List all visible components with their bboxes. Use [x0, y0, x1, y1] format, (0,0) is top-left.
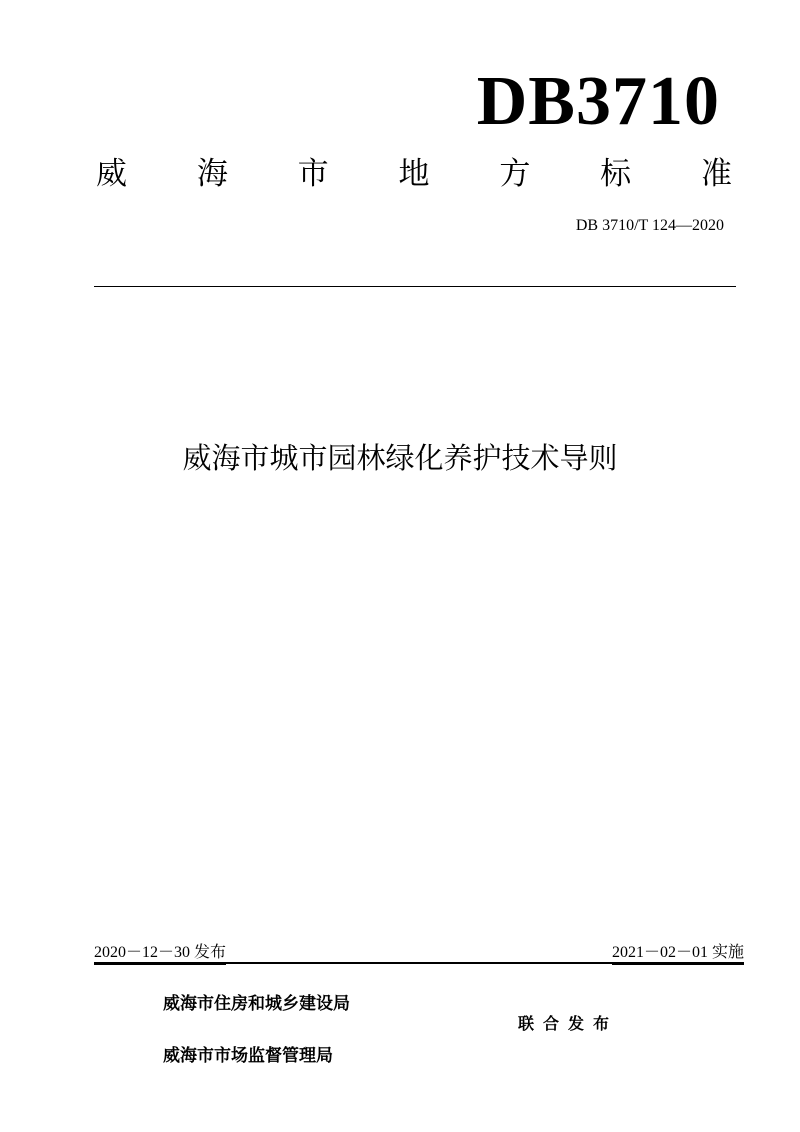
standard-type-char: 威 [96, 156, 127, 192]
standard-type-char: 地 [398, 156, 430, 192]
standard-type-char: 方 [499, 156, 531, 192]
joint-issue-label: 联合发布 [518, 1014, 619, 1033]
standard-type-char: 市 [297, 156, 329, 192]
header-divider [94, 286, 736, 287]
standard-type-char: 准 [700, 156, 732, 192]
issue-label: 发布 [194, 942, 227, 961]
issuer-market-bureau: 威海市市场监督管理局 [163, 1046, 333, 1066]
issue-date: 2020－12－30 [94, 944, 191, 961]
standard-type-char: 海 [196, 156, 228, 192]
effective-date: 2021－02－01 [611, 944, 708, 961]
effective-label: 实施 [711, 942, 744, 961]
standard-number: DB 3710/T 124—2020 [575, 217, 724, 234]
standard-type-char: 标 [600, 156, 632, 192]
issuer-housing-bureau: 威海市住房和城乡建设局 [163, 994, 350, 1014]
document-title: 威海市城市园林绿化养护技术导则 [182, 441, 618, 475]
date-divider [94, 962, 744, 964]
date-row [94, 941, 744, 963]
standard-type [96, 152, 732, 196]
standard-code: DB3710 [476, 63, 720, 140]
